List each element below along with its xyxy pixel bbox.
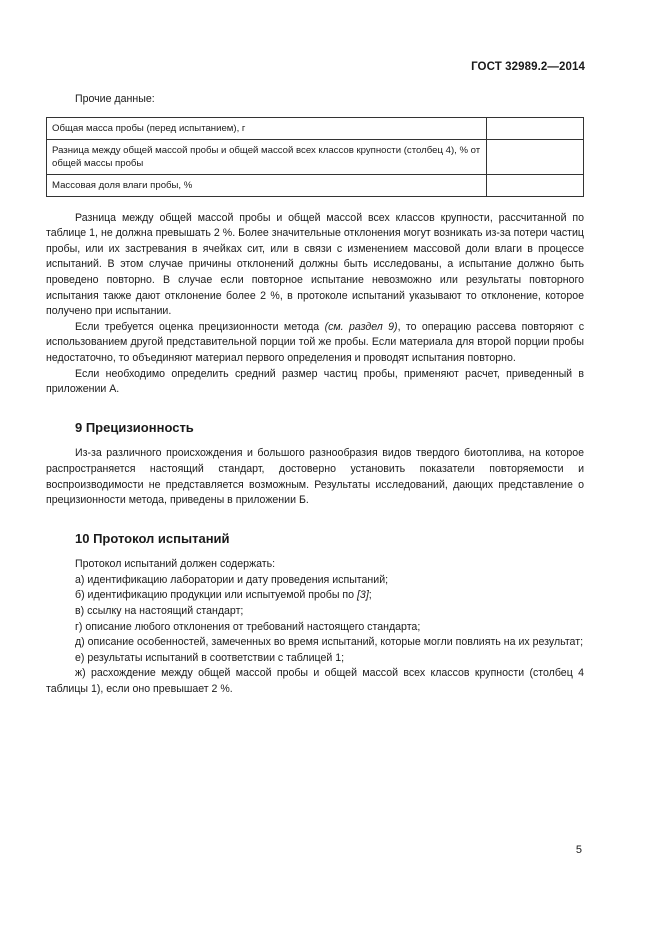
table-row <box>47 117 584 139</box>
table-cell-value <box>487 139 584 174</box>
other-data-label: Прочие данные: <box>75 93 155 105</box>
list-item: г) описание любого отклонения от требований настоящего стандарта; <box>75 620 421 633</box>
protocol-list <box>46 557 584 697</box>
table-cell-text: Разница между общей массой пробы и общей массой всех классов крупности (столбец 4), % от общей массы пробы <box>47 139 487 174</box>
list-item: е) результаты испытаний в соответствии с таблицей 1; <box>75 651 345 664</box>
section-10-title: 10 Протокол испытаний <box>75 530 230 546</box>
paragraph-mass-difference: Разница между общей массой пробы и общей массой всех классов крупности, рассчитанной по таблице 1, не должна превышать 2 %. Более значительные отклонения могут возникать из-за потери частиц пробы, или их застревания в ячейках сит, или в связи с изменением массовой доли влаги в процессе испытаний. В этом случае причины отклонений должны быть исследованы, а испытание должно быть проведено повторно. В случае если повторное испытание невозможно или результаты повторного испытания также дают отклонение более 2 %, в протоколе испытаний указывают то отклонение, которое получено при испытании. <box>46 211 584 318</box>
document-code: ГОСТ 32989.2—2014 <box>471 61 585 73</box>
table-row <box>47 174 584 196</box>
list-item <box>46 588 584 604</box>
list-item-text: ; <box>368 589 372 602</box>
list-item: в) ссылку на настоящий стандарт; <box>75 605 244 618</box>
table-cell-value <box>487 117 584 139</box>
list-item: а) идентификацию лаборатории и дату проведения испытаний; <box>75 573 389 586</box>
paragraph-average-size: Если необходимо определить средний размер частиц пробы, применяют расчет, приведенный в приложении А. <box>46 367 584 396</box>
table-row <box>47 139 584 174</box>
list-item: д) описание особенностей, замеченных во время испытаний, которые могли повлиять на их результат; <box>75 636 584 649</box>
list-item: ж) расхождение между общей массой пробы и общей массой всех классов крупности (столбец 4 таблицы 1), если оно превышает 2 %. <box>46 667 584 696</box>
table-cell-value <box>487 174 584 196</box>
paragraph-precision-assessment <box>46 320 584 367</box>
list-intro: Протокол испытаний должен содержать: <box>75 558 276 571</box>
section-reference: (см. раздел 9) <box>324 320 398 333</box>
paragraph-text: , то операцию рассева повторяют с использованием другой представительной порции той же пробы. Если материала для второй порции пробы недостаточно, то объединяют материал первого определения и проводят испытания повторно. <box>46 320 585 364</box>
page-number: 5 <box>575 844 582 856</box>
table-cell-text: Общая масса пробы (перед испытанием), г <box>47 117 487 139</box>
bibliography-reference: [3] <box>356 589 369 602</box>
paragraph-text: Если требуется оценка прецизионности метода <box>75 320 325 333</box>
section-9-title: 9 Прецизионность <box>75 419 194 435</box>
list-item-text: б) идентификацию продукции или испытуемой пробы по <box>75 589 357 602</box>
section-9-text: Из-за различного происхождения и большого разнообразия видов твердого биотоплива, на которое распространяется настоящий стандарт, достоверно установить показатели повторяемости и воспроизводимости не представляется возможным. Результаты исследований, дающих представление о прецизионности метода, приведены в приложении Б. <box>46 447 584 507</box>
page-content <box>46 90 584 698</box>
table-cell-text: Массовая доля влаги пробы, % <box>47 174 487 196</box>
other-data-table <box>46 117 584 197</box>
